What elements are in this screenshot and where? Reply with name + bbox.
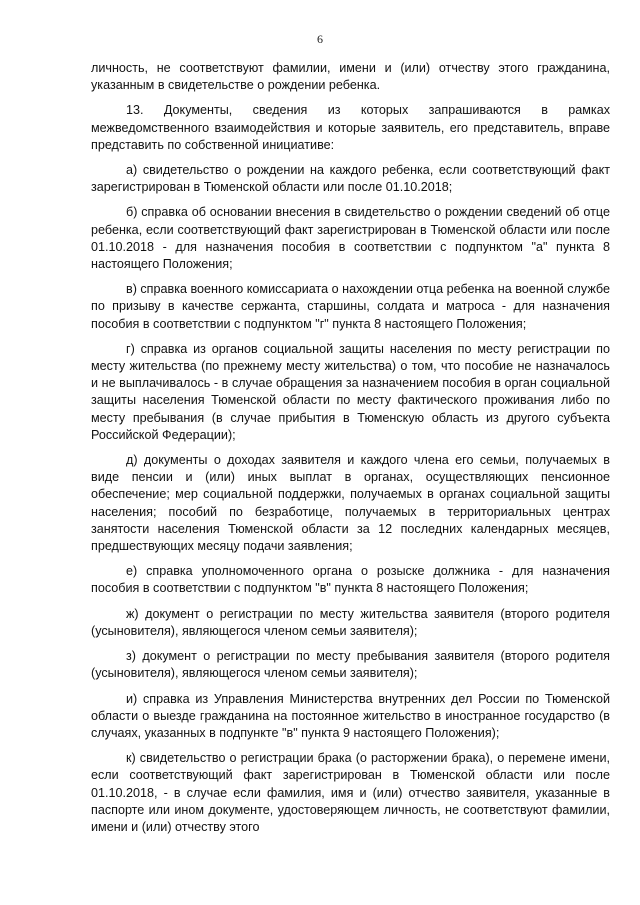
paragraph-item-13: 13. Документы, сведения из которых запрашиваются в рамках межведомственного взаимодействия и которые заявитель, его представитель, вправе представить по собственной инициативе: (91, 103, 610, 152)
page-number: 6 (317, 32, 323, 46)
paragraph-subitem-k: к) свидетельство о регистрации брака (о расторжении брака), о перемене имени, если соответствующий факт зарегистрирован в Тюменской области или после 01.10.2018, - в случае если фамилия, имя и (или) отчество заявителя, указанные в паспорте или ином документе, удостоверяющем личность, не соответствуют фамилии, имени и (или) отчеству этого (91, 751, 610, 834)
paragraph-subitem-g: г) справка из органов социальной защиты населения по месту регистрации по месту жительства (по прежнему месту жительства) о том, что пособие не назначалось и не выплачивалось - в случае обращения за назначением пособия в орган социальной защиты населения Тюменской области по месту фактического проживания либо по месту пребывания (в случае прибытия в Тюменскую область из другого субъекта Российской Федерации); (91, 341, 610, 442)
paragraph-subitem-b: б) справка об основании внесения в свидетельство о рождении сведений об отце ребенка, если соответствующий факт зарегистрирован в Тюменской области или после 01.10.2018 - для назначения пособия в соответствии с подпунктом "а" пункта 8 настоящего Положения; (91, 205, 610, 272)
paragraph-subitem-zh: ж) документ о регистрации по месту жительства заявителя (второго родителя (усыновителя), являющегося членом семьи заявителя); (91, 606, 610, 638)
paragraph-subitem-e: е) справка уполномоченного органа о розыске должника - для назначения пособия в соответствии с подпунктом "в" пункта 8 настоящего Положения; (91, 564, 610, 596)
paragraph-subitem-v: в) справка военного комиссариата о нахождении отца ребенка на военной службе по призыву в качестве сержанта, старшины, солдата и матроса - для назначения пособия в соответствии с подпунктом "г" пункта 8 настоящего Положения; (91, 282, 610, 331)
paragraph-subitem-a: а) свидетельство о рождении на каждого ребенка, если соответствующий факт зарегистрирован в Тюменской области или после 01.10.2018; (91, 163, 610, 195)
paragraph-subitem-z: з) документ о регистрации по месту пребывания заявителя (второго родителя (усыновителя), являющегося членом семьи заявителя); (91, 649, 610, 681)
paragraph-continuation: личность, не соответствуют фамилии, имени и (или) отчеству этого гражданина, указанным в свидетельстве о рождении ребенка. (91, 61, 610, 93)
paragraph-subitem-i: и) справка из Управления Министерства внутренних дел России по Тюменской области о выезде гражданина на постоянное жительство в иностранное государство (в случаях, указанных в подпункте "в" пункта 9 настоящего Положения); (91, 691, 610, 740)
document-body (91, 60, 610, 844)
paragraph-subitem-d: д) документы о доходах заявителя и каждого члена его семьи, получаемых в виде пенсии и (или) иных выплат в органах, осуществляющих пенсионное обеспечение; мер социальной поддержки, получаемых в органах социальной защиты населения; пособий по безработице, получаемых в территориальных центрах занятости населения Тюменской области за 12 последних календарных месяцев, предшествующих месяцу подачи заявления; (91, 453, 610, 554)
